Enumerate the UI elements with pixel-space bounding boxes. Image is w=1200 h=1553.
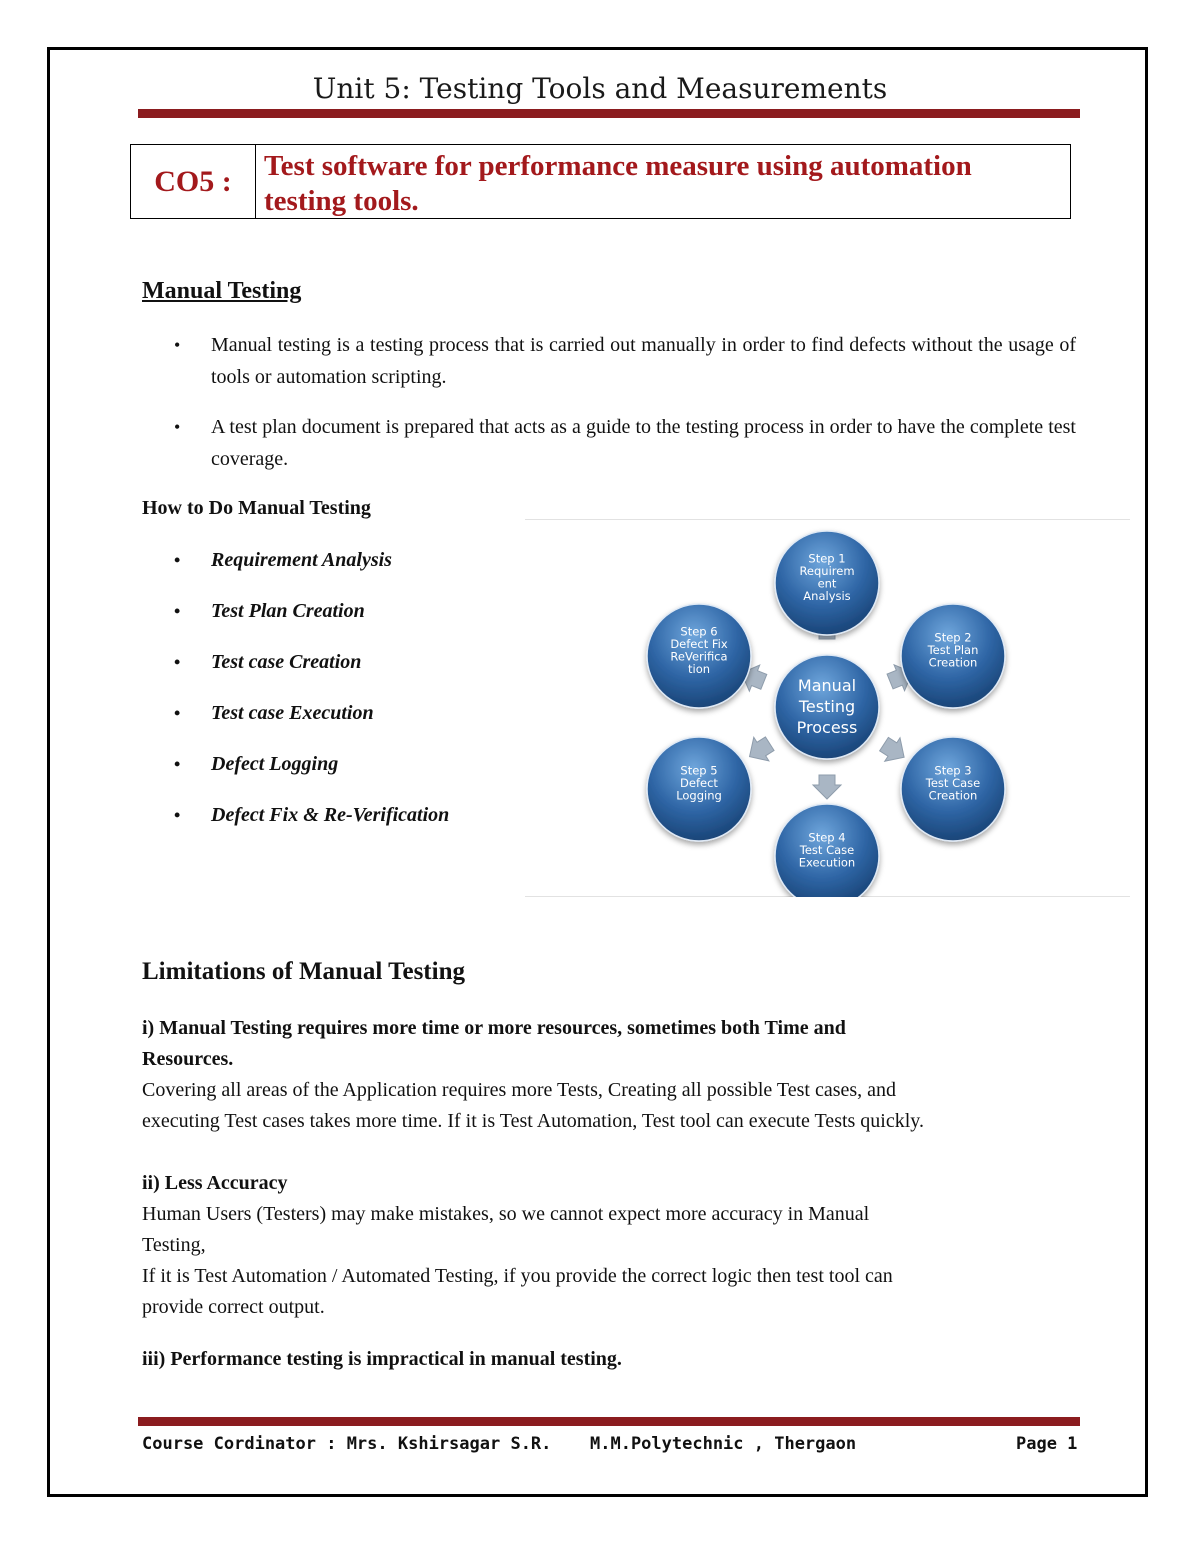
limitation-body: Covering all areas of the Application requires more Tests, Creating all possible Test cases, and: [142, 1079, 897, 1101]
limitations-heading: Limitations of Manual Testing: [142, 958, 465, 985]
step-node-3: [901, 737, 1005, 841]
manual-testing-heading: Manual Testing: [142, 278, 302, 304]
limitation-item-1: [142, 1013, 1082, 1137]
limitation-body: provide correct output.: [142, 1296, 325, 1318]
limitation-body: If it is Test Automation / Automated Testing, if you provide the correct logic then test tool can: [142, 1265, 893, 1287]
flow-arrow: [742, 732, 777, 769]
step-item: • Defect Logging: [142, 747, 522, 798]
manual-testing-bullet-list: [142, 411, 1076, 475]
footer-rule: [138, 1417, 1080, 1426]
center-node-label: Manual: [797, 676, 857, 695]
limitation-title: Resources.: [142, 1048, 234, 1070]
step-node-label: Execution: [798, 855, 856, 870]
course-outcome-label: CO5 :: [131, 145, 256, 218]
step-item: • Test case Execution: [142, 696, 522, 747]
step-node-label: ent: [817, 576, 837, 591]
how-to-heading: How to Do Manual Testing: [142, 497, 371, 519]
center-node-label: Process: [796, 718, 858, 737]
step-node-label: Step 4: [808, 830, 846, 845]
step-node-label: Step 5: [680, 763, 718, 778]
center-node: [775, 655, 879, 759]
step-node-label: Defect Fix: [670, 636, 728, 651]
limitation-title: i) Manual Testing requires more time or more resources, sometimes both Time and: [142, 1017, 846, 1039]
step-node-label: Analysis: [803, 588, 851, 603]
step-node-label: Step 6: [680, 624, 718, 639]
limitation-item-3: [142, 1344, 1082, 1375]
header-rule: [138, 109, 1080, 118]
footer-page-number: Page 1: [1016, 1434, 1078, 1454]
step-node-label: Test Case: [925, 776, 981, 790]
step-node-label: Logging: [676, 788, 722, 803]
step-node-label: Test Case: [799, 843, 855, 857]
step-item: • Test Plan Creation: [142, 594, 522, 645]
step-node-label: Requirem: [799, 563, 855, 578]
step-node-label: ReVerifica: [670, 649, 728, 664]
step-node-label: Step 2: [934, 630, 972, 645]
step-node-label: Creation: [928, 655, 978, 670]
step-node-label: tion: [687, 661, 711, 676]
bullet-item: • A test plan document is prepared that acts as a guide to the testing process in order to have the complete test coverage.: [142, 411, 1076, 475]
step-node-2: [901, 604, 1005, 708]
how-to-steps: [142, 543, 522, 849]
course-outcome-line: Test software for performance measure using automation: [264, 150, 972, 182]
unit-title: Unit 5: Testing Tools and Measurements: [312, 72, 888, 105]
step-node-label: Step 3: [934, 763, 972, 778]
step-item: • Requirement Analysis: [142, 543, 522, 594]
limitation-body: Human Users (Testers) may make mistakes, so we cannot expect more accuracy in Manual: [142, 1203, 870, 1225]
step-node-6: [647, 604, 751, 708]
step-node-label: Defect: [680, 776, 718, 790]
limitation-body: executing Test cases takes more time. If it is Test Automation, Test tool can execute Tests quickly.: [142, 1110, 925, 1132]
limitation-item-2: [142, 1168, 1082, 1323]
step-node-4: [775, 804, 879, 897]
step-node-1: [775, 531, 879, 635]
course-outcome-box: [130, 144, 1071, 219]
bullet-item: • Manual testing is a testing process that is carried out manually in order to find defects without the usage of tools or automation scripting.: [142, 329, 1076, 393]
flow-arrow: [813, 775, 841, 799]
step-node-5: [647, 737, 751, 841]
flow-arrow: [876, 732, 911, 769]
course-outcome-text: [256, 145, 972, 218]
diagram-svg: [525, 519, 1130, 897]
footer-institute: M.M.Polytechnic , Thergaon: [590, 1434, 857, 1454]
course-outcome-line: testing tools.: [264, 185, 419, 217]
step-node-label: Step 1: [808, 551, 846, 566]
step-node-label: Creation: [928, 788, 978, 803]
step-item: • Test case Creation: [142, 645, 522, 696]
manual-testing-bullet-list: [142, 329, 1076, 393]
step-item: • Defect Fix & Re-Verification: [142, 798, 522, 849]
manual-testing-process-diagram: [525, 519, 1130, 897]
limitation-title: ii) Less Accuracy: [142, 1172, 288, 1194]
limitation-title: iii) Performance testing is impractical in manual testing.: [142, 1348, 622, 1370]
limitation-body: Testing,: [142, 1234, 206, 1256]
footer-coordinator: Course Cordinator : Mrs. Kshirsagar S.R.: [142, 1434, 552, 1454]
step-node-label: Test Plan: [927, 643, 979, 657]
center-node-label: Testing: [798, 697, 856, 716]
